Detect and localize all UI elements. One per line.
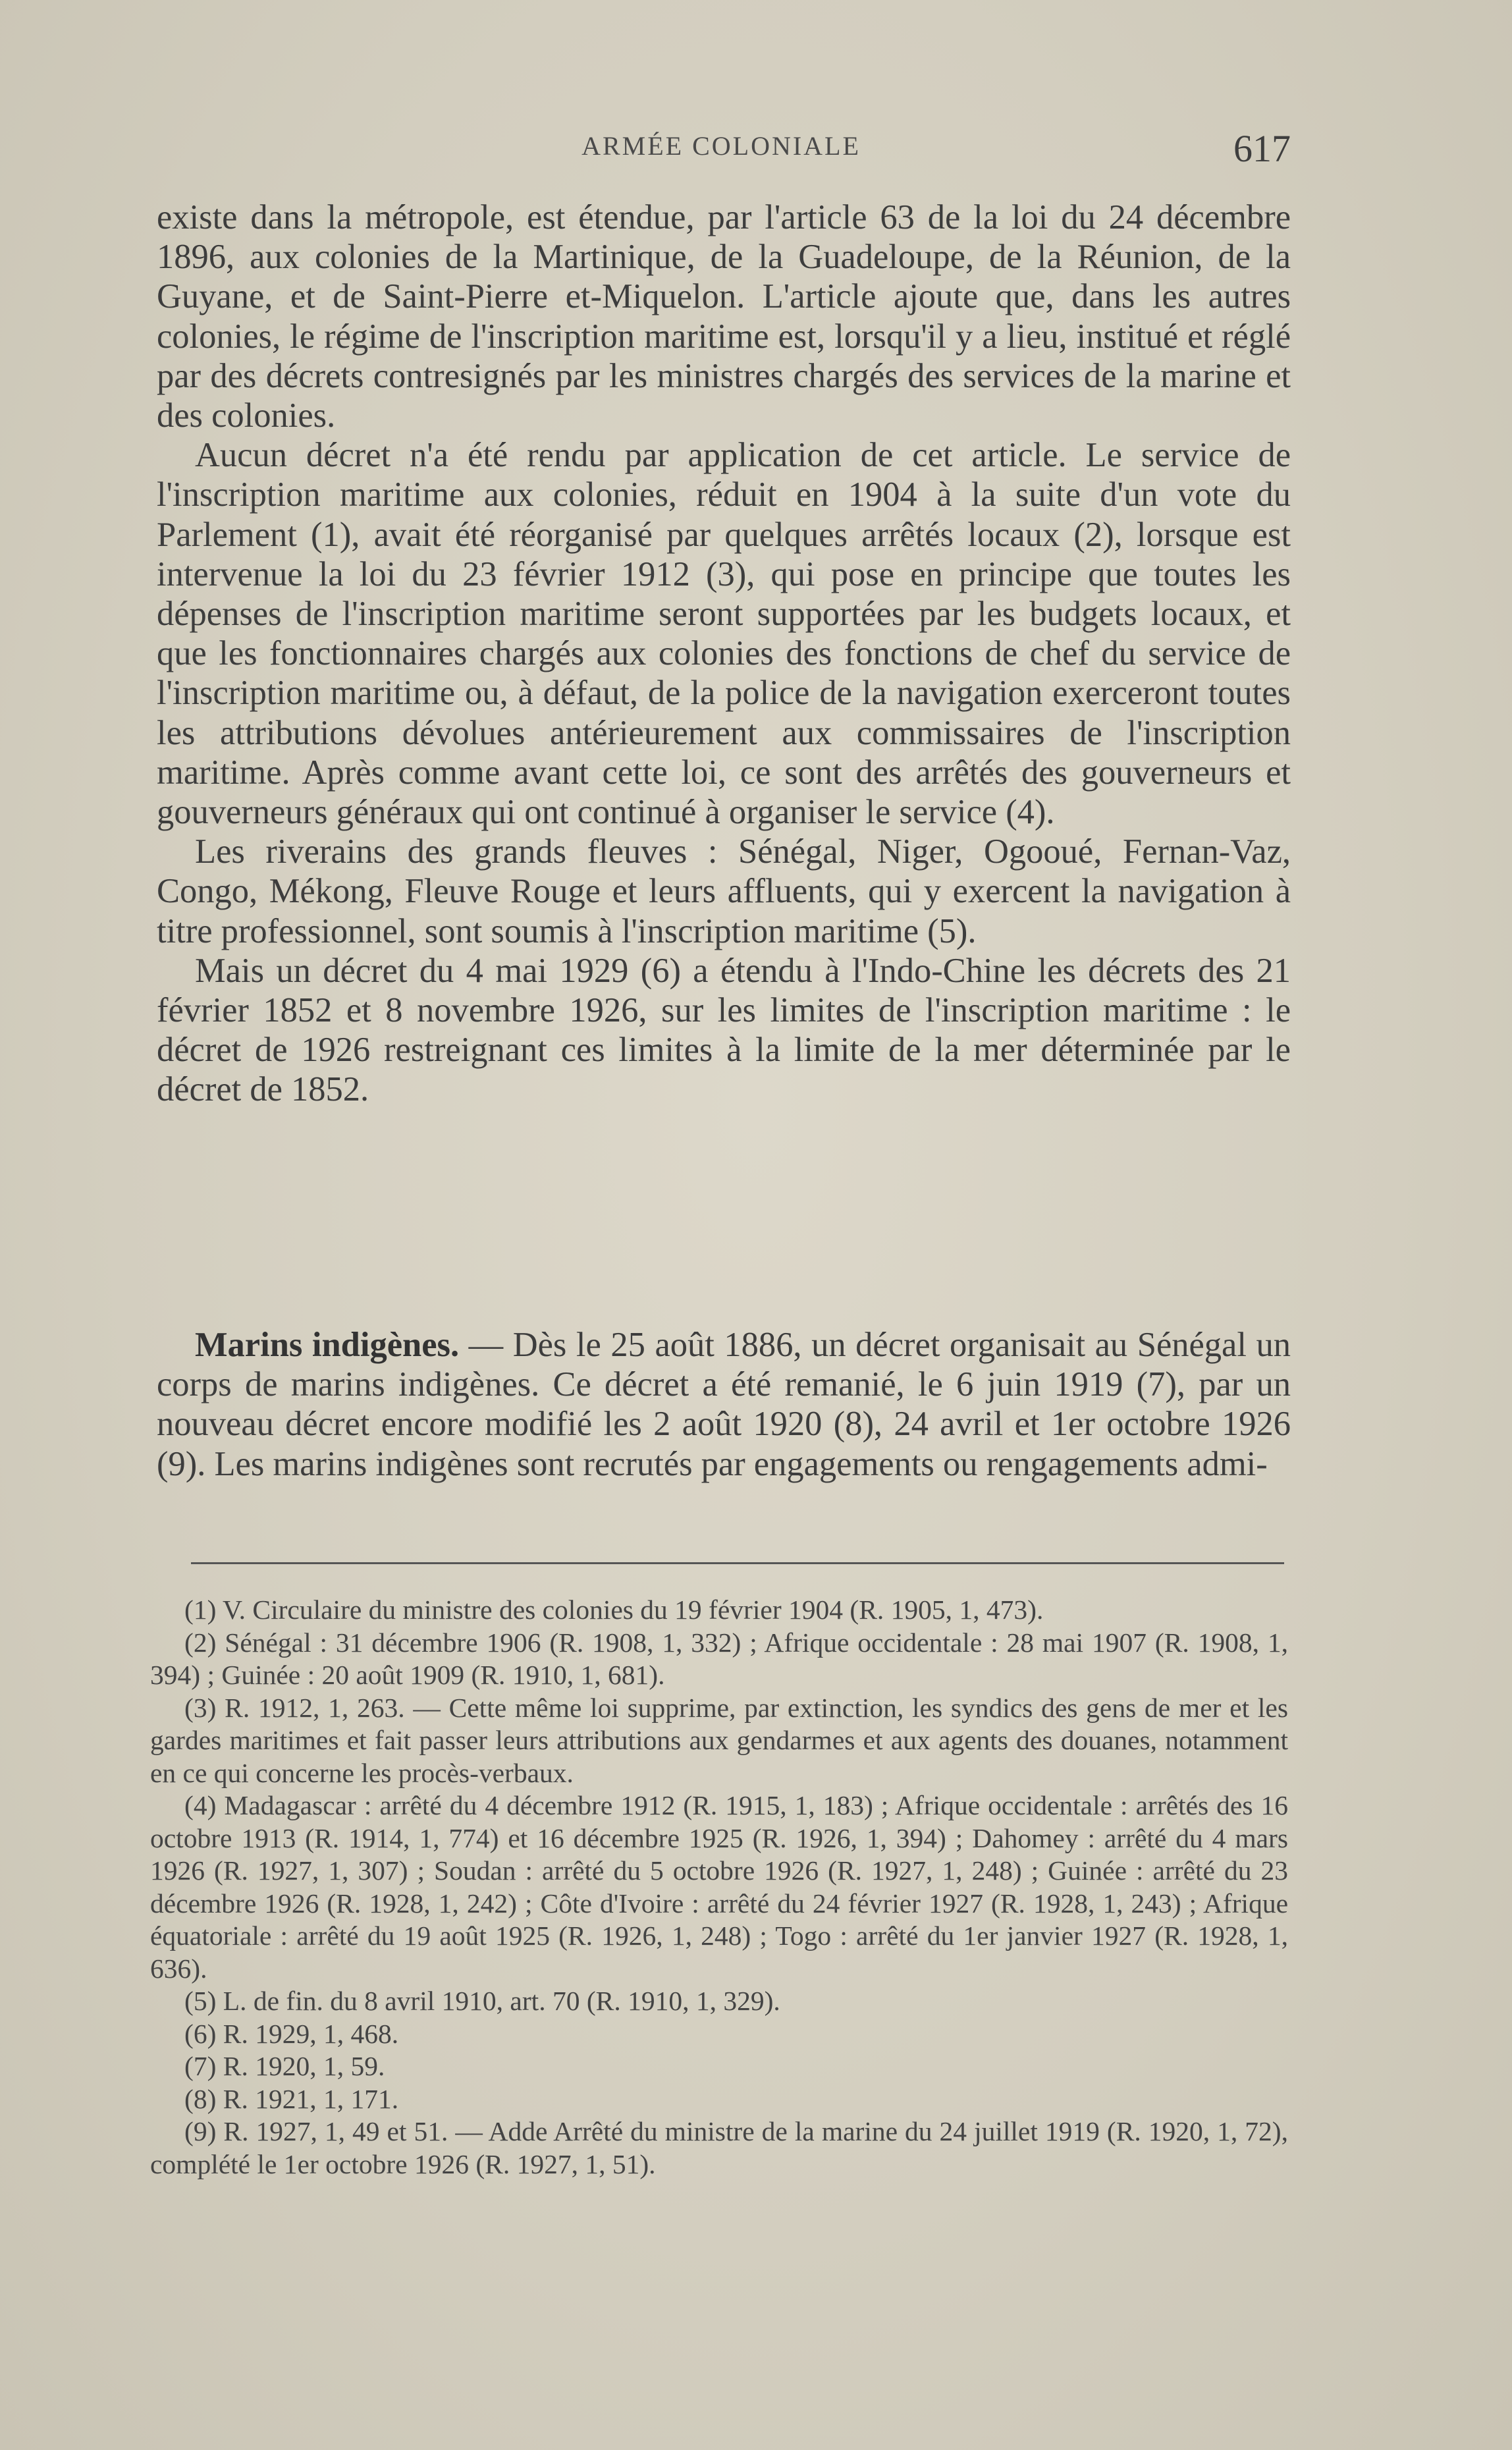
footnote-divider bbox=[191, 1562, 1284, 1564]
section-text: — Dès le 25 août 1886, un décret organisait au Sénégal un corps de marins indigènes. Ce décret a été remanié, le 6 juin 1919 (7), par un nouveau décret encore modifié les 2 août 1920 (8), 24 avril et 1er octobre 1926 (9). Les marins indigènes sont recrutés par engagements ou rengagements admi- bbox=[157, 1326, 1291, 1483]
page-header bbox=[151, 126, 1291, 173]
page-number: 617 bbox=[1233, 127, 1291, 170]
paragraph: existe dans la métropole, est étendue, par l'article 63 de la loi du 24 décembre 1896, aux colonies de la Martinique, de la Guadeloupe, de la Réunion, de la Guyane, et de Saint-Pierre et-Miquelon. L'article ajoute que, dans les autres colonies, le régime de l'inscription maritime est, lorsqu'il y a lieu, institué et réglé par des décrets contresignés par les ministres chargés des services de la marine et des colonies. bbox=[157, 198, 1291, 435]
footnote: (4) Madagascar : arrêté du 4 décembre 1912 (R. 1915, 1, 183) ; Afrique occidentale : arrêtés des 16 octobre 1913 (R. 1914, 1, 774) et 16 décembre 1925 (R. 1926, 1, 394) ; Dahomey : arrêté du 4 mars 1926 (R. 1927, 1, 307) ; Soudan : arrêté du 5 octobre 1926 (R. 1927, 1, 248) ; Guinée : arrêté du 23 décembre 1926 (R. 1928, 1, 242) ; Côte d'Ivoire : arrêté du 24 février 1927 (R. 1928, 1, 243) ; Afrique équatoriale : arrêté du 19 août 1925 (R. 1926, 1, 248) ; Togo : arrêté du 1er janvier 1927 (R. 1928, 1, 636). bbox=[150, 1790, 1288, 1984]
section-heading: Marins indigènes. bbox=[195, 1326, 460, 1364]
footnote: (3) R. 1912, 1, 263. — Cette même loi supprime, par extinction, les syndics des gens de mer et les gardes maritimes et fait passer leurs attributions aux gendarmes et aux agents des douanes, notamment en ce qui concerne les procès-verbaux. bbox=[150, 1692, 1288, 1788]
body-text bbox=[157, 198, 1291, 1110]
running-title: ARMÉE COLONIALE bbox=[581, 131, 861, 161]
footnotes bbox=[150, 1594, 1288, 2181]
footnote: (2) Sénégal : 31 décembre 1906 (R. 1908, 1, 332) ; Afrique occidentale : 28 mai 1907 (R. 1908, 1, 394) ; Guinée : 20 août 1909 (R. 1910, 1, 681). bbox=[150, 1627, 1288, 1690]
footnote: (5) L. de fin. du 8 avril 1910, art. 70 (R. 1910, 1, 329). bbox=[184, 1986, 780, 2016]
footnote: (1) V. Circulaire du ministre des colonies du 19 février 1904 (R. 1905, 1, 473). bbox=[184, 1594, 1044, 1625]
section-marins-indigenes bbox=[157, 1325, 1291, 1484]
paragraph: Mais un décret du 4 mai 1929 (6) a étendu à l'Indo-Chine les décrets des 21 février 1852 et 8 novembre 1926, sur les limites de l'inscription maritime : le décret de 1926 restreignant ces limites à la limite de la mer déterminée par le décret de 1852. bbox=[157, 951, 1291, 1109]
footnote: (7) R. 1920, 1, 59. bbox=[184, 2051, 385, 2081]
section-paragraph bbox=[157, 1325, 1291, 1484]
paragraph: Les riverains des grands fleuves : Sénégal, Niger, Ogooué, Fernan-Vaz, Congo, Mékong, Fleuve Rouge et leurs affluents, qui y exercent la navigation à titre professionnel, sont soumis à l'inscription maritime (5). bbox=[157, 832, 1291, 950]
paragraph: Aucun décret n'a été rendu par application de cet article. Le service de l'inscription maritime aux colonies, réduit en 1904 à la suite d'un vote du Parlement (1), avait été réorganisé par quelques arrêtés locaux (2), lorsque est intervenue la loi du 23 février 1912 (3), qui pose en principe que toutes les dépenses de l'inscription maritime seront supportées par les budgets locaux, et que les fonctionnaires chargés aux colonies des fonctions de chef du service de l'inscription maritime ou, à défaut, de la police de la navigation exerceront toutes les attributions dévolues antérieurement aux commissaires de l'inscription maritime. Après comme avant cette loi, ce sont des arrêtés des gouverneurs et gouverneurs généraux qui ont continué à organiser le service (4). bbox=[157, 436, 1291, 832]
footnote: (8) R. 1921, 1, 171. bbox=[184, 2083, 399, 2114]
footnote: (6) R. 1929, 1, 468. bbox=[184, 2018, 399, 2049]
footnote: (9) R. 1927, 1, 49 et 51. — Adde Arrêté du ministre de la marine du 24 juillet 1919 (R. 1920, 1, 72), complété le 1er octobre 1926 (R. 1927, 1, 51). bbox=[150, 2116, 1288, 2179]
